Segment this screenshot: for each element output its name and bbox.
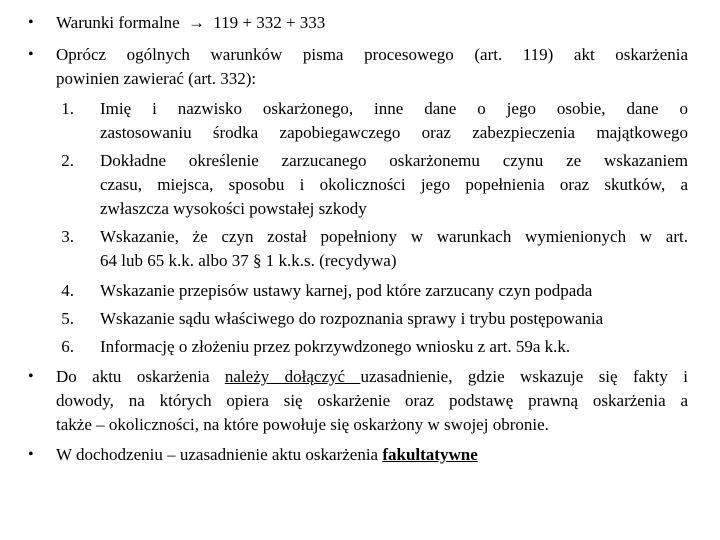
bullet-4-emphasis: fakultatywne <box>382 445 478 464</box>
bullet-marker: • <box>28 446 34 463</box>
item-6-line-1: Informację o złożeniu przez pokrzywdzonego wniosku z art. 59a k.k. <box>100 337 571 356</box>
bullet-3-suffix: uzasadnienie, gdzie wskazuje się fakty i <box>360 367 689 386</box>
bullet-marker: • <box>28 46 34 63</box>
item-1-line-2: zastosowaniu środka zapobiegawczego oraz zabezpieczenia majątkowego <box>100 123 688 142</box>
bullet-4-text <box>56 442 478 468</box>
item-2-line-1: Dokładne określenie zarzucanego oskarżonemu czynu ze wskazaniem <box>100 151 688 170</box>
bullet-1-refs: 119 + 332 + 333 <box>213 13 326 32</box>
bullet-3-prefix: Do aktu oskarżenia <box>56 367 225 386</box>
arrow-right-icon: → <box>187 13 205 32</box>
bullet-2-line-1: Oprócz ogólnych warunków pisma procesowego (art. 119) akt oskarżenia <box>56 45 688 64</box>
item-3-line-2: 64 lub 65 k.k. albo 37 § 1 k.k.s. (recydywa) <box>100 251 397 270</box>
bullet-marker: • <box>28 368 34 385</box>
item-3-line-1: Wskazanie, że czyn został popełniony w warunkach wymienionych w art. <box>100 227 688 246</box>
item-4-line-1: Wskazanie przepisów ustawy karnej, pod które zarzucany czyn podpada <box>100 281 593 300</box>
item-number: 1. <box>61 99 74 118</box>
item-number: 6. <box>61 337 74 356</box>
bullet-marker: • <box>28 14 34 31</box>
item-number: 2. <box>61 151 74 170</box>
bullet-3-line-1 <box>56 364 688 390</box>
item-2-line-2: czasu, miejsca, sposobu i okoliczności jego popełnienia oraz skutków, a <box>100 175 688 194</box>
item-2-line-3: zwłaszcza wysokości powstałej szkody <box>100 199 367 218</box>
item-1-line-1: Imię i nazwisko oskarżonego, inne dane o jego osobie, dane o <box>100 99 688 118</box>
item-5-line-1: Wskazanie sądu właściwego do rozpoznania sprawy i trybu postępowania <box>100 309 604 328</box>
bullet-1-text <box>56 10 325 36</box>
item-number: 3. <box>61 227 74 246</box>
bullet-3-emphasis: należy dołączyć <box>224 367 361 386</box>
bullet-2-line-2: powinien zawierać (art. 332): <box>56 69 257 88</box>
item-number: 5. <box>61 309 74 328</box>
bullet-1-label: Warunki formalne <box>56 13 180 32</box>
bullet-3-line-2: dowody, na których opiera się oskarżenie oraz podstawę prawną oskarżenia a <box>56 391 688 410</box>
bullet-4-prefix: W dochodzeniu – uzasadnienie aktu oskarżenia <box>56 445 383 464</box>
item-number: 4. <box>61 281 74 300</box>
bullet-3-line-3: także – okoliczności, na które powołuje się oskarżony w swojej obronie. <box>56 415 549 434</box>
